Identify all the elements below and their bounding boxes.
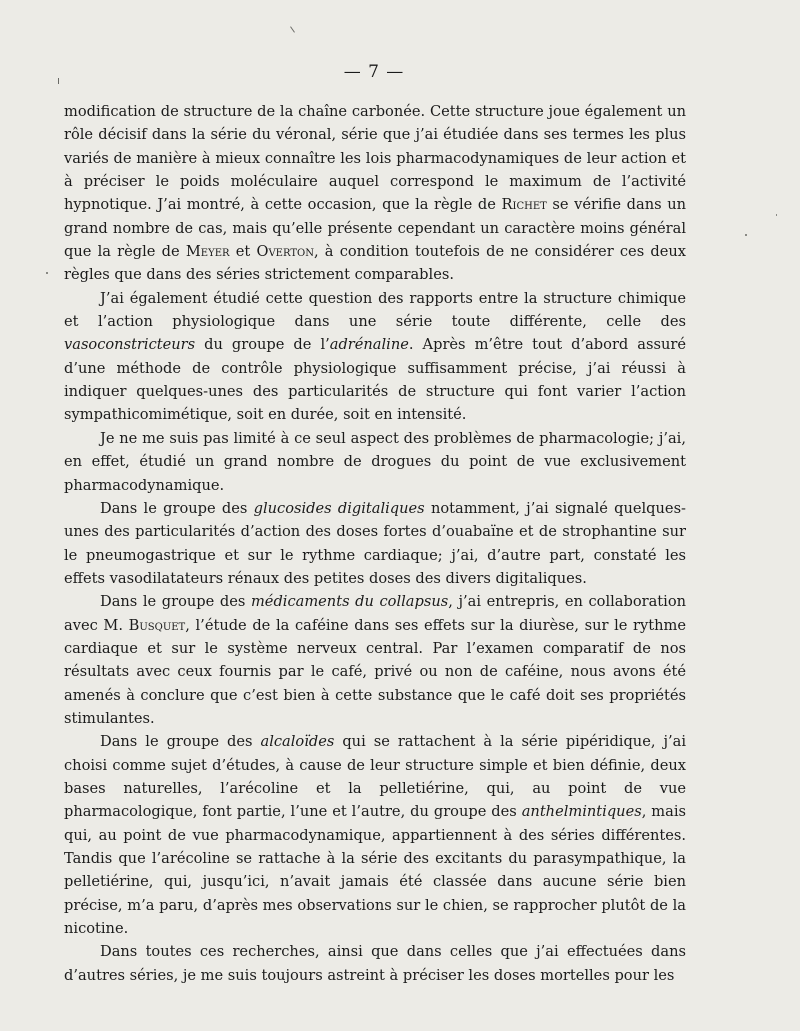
text-run: , mais qui, au point de vue pharmacodynamique, appartiennent à des séries différentes. Tandis que l’arécoline se rattache à la série des excitants du parasympathique, la pelletiérine, qui, jusqu’ici, n’avait jamais été classée dans aucune série bien précise, m’a paru, d’après mes observations sur le chien, se rapprocher plutôt de la nicotine.	[64, 803, 686, 938]
paragraph	[64, 590, 686, 730]
text-run: se vérifie dans un grand nombre de cas, mais qu’elle présente cependant un caractère moins général que la règle de	[64, 196, 686, 261]
paragraph	[64, 730, 686, 940]
text-run: , l’étude de la caféine dans ses effets sur la diurèse, sur le rythme cardiaque et sur le système nerveux central. Par l’examen comparatif de nos résultats avec ceux fournis par le café, privé ou non de caféine, nous avons été amenés à conclure que c’est bien à cette substance que le café doit ses propriétés stimulantes.	[64, 616, 686, 727]
text-run: Je ne me suis pas limité à ce seul aspect des problèmes de pharmacologie; j’ai, en effet, étudié un grand nombre de drogues du point de vue exclusivement pharmacodynamique.	[64, 429, 686, 494]
proper-name: Busquet	[128, 616, 186, 634]
proper-name: Meyer	[185, 243, 230, 261]
text-run: Dans le groupe des	[100, 499, 254, 517]
text-run: Dans le groupe des	[100, 733, 261, 751]
paragraph	[64, 940, 686, 987]
page-number: — 7 —	[343, 62, 405, 82]
paragraph	[64, 427, 686, 497]
paragraph	[64, 497, 686, 590]
proper-name: Richet	[501, 196, 547, 214]
italic-term: glucosides digitaliques	[253, 499, 425, 517]
text-run: qui se rattachent à la série pipéridique, j’ai choisi comme sujet d’études, à cause de leur structure simple et bien définie, deux bases naturelles, l’arécoline et la pelletiérine, qui, au point de vue pharmacologique, font partie, l’une et l’autre, du groupe des	[64, 733, 687, 821]
italic-term: anthelmintiques	[521, 803, 642, 821]
italic-term: alcaloïdes	[260, 733, 335, 751]
scan-speck	[46, 272, 48, 274]
text-run: modification de structure de la chaîne carbonée. Cette structure joue également un rôle décisif dans la série du véronal, série que j’ai étudiée dans ses termes les plus variés de manière à mieux connaître les lois pharmacodynamiques de leur action et à préciser le poids moléculaire auquel correspond le maximum de l’activité hypnotique. J’ai montré, à cette occasion, que la règle de	[64, 103, 686, 214]
text-run: , j’ai entrepris, en collaboration avec M.	[64, 593, 687, 634]
italic-term: vasoconstricteurs	[64, 336, 196, 354]
proper-name: Overton	[256, 243, 314, 261]
italic-term: médicaments du collapsus	[250, 593, 449, 611]
scan-speck	[745, 234, 747, 236]
text-run: et	[229, 243, 257, 261]
text-run: Dans le groupe des	[100, 593, 251, 611]
scan-speck	[58, 78, 59, 84]
scan-speck	[290, 26, 295, 32]
text-run: Dans toutes ces recherches, ainsi que dans celles que j’ai effectuées dans d’autres séries, je me suis toujours astreint à préciser les doses mortelles pour les	[64, 943, 686, 984]
body-text	[64, 100, 686, 987]
italic-term: adrénaline	[329, 336, 409, 354]
text-run: . Après m’être tout d’abord assuré d’une méthode de contrôle physiologique suffisamment précise, j’ai réussi à indiquer quelques-unes des particularités de structure qui font varier l’action sympathicomimétique, soit en durée, soit en intensité.	[64, 336, 686, 424]
paragraph	[64, 100, 686, 287]
text-run: notamment, j’ai signalé quelques-unes des particularités d’action des doses fortes d’ouabaïne et de strophantine sur le pneumogastrique et sur le rythme cardiaque; j’ai, d’autre part, constaté les effets vasodilatateurs rénaux des petites doses des divers digitaliques.	[64, 499, 686, 587]
paragraph	[64, 287, 686, 427]
text-run: , à condition toutefois de ne considérer ces deux règles que dans des séries strictement comparables.	[64, 243, 687, 284]
text-run: J’ai également étudié cette question des rapports entre la structure chimique et l’action physiologique dans une série toute différente, celle des	[64, 289, 686, 331]
scan-speck	[776, 214, 777, 216]
text-run: du groupe de l’	[195, 336, 330, 354]
